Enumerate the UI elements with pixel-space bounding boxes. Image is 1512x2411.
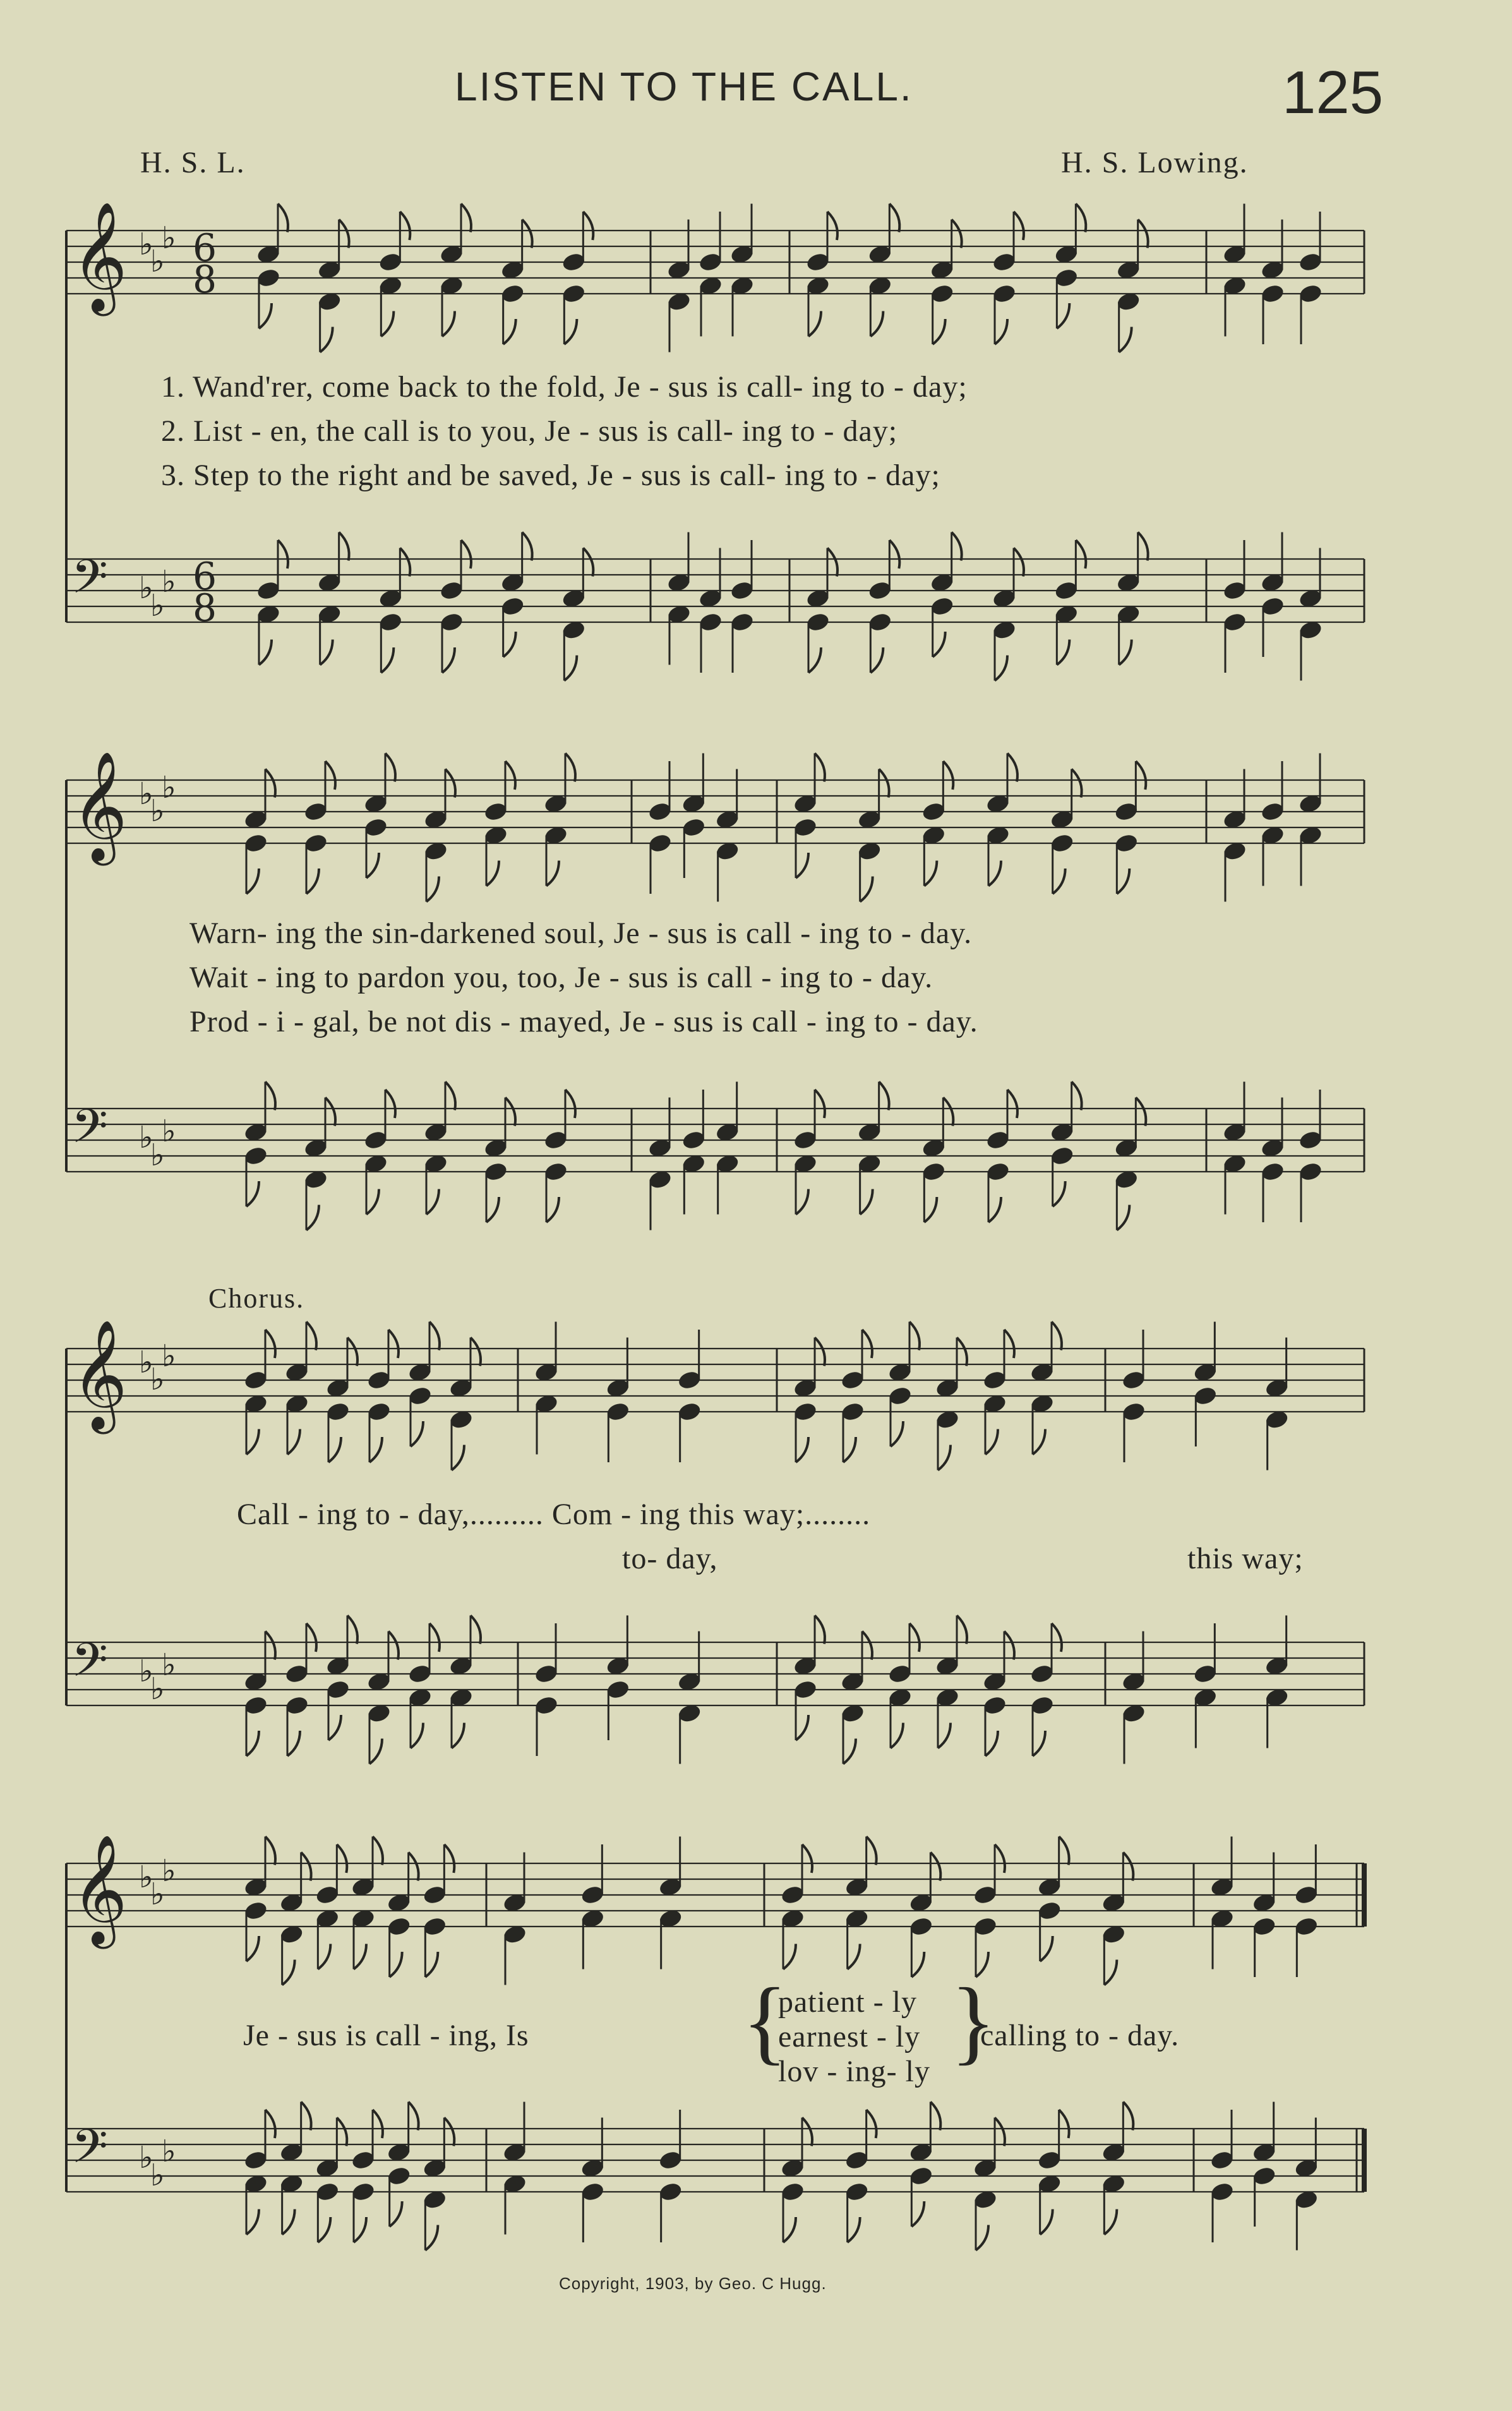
flat-icon: ♭ — [150, 244, 165, 279]
left-brace: { — [742, 1969, 788, 2074]
verse-1-line-b: Warn- ing the sin-darkened soul, Je - sus is call - ing to - day. — [189, 917, 973, 950]
flat-icon: ♭ — [162, 1114, 176, 1149]
flat-icon: ♭ — [139, 1345, 153, 1380]
verse-3-line-b: Prod - i - gal, be not dis - mayed, Je - sus is call - ing to - day. — [189, 1005, 978, 1038]
flat-icon: ♭ — [139, 1860, 153, 1895]
chorus-option-3: lov - ing- ly — [778, 2055, 930, 2088]
right-brace: } — [951, 1969, 996, 2074]
treble-clef-icon: 𝄞 — [71, 201, 128, 311]
flat-icon: ♭ — [150, 1877, 165, 1912]
copyright-notice: Copyright, 1903, by Geo. C Hugg. — [559, 2274, 827, 2293]
flat-icon: ♭ — [162, 1647, 176, 1683]
chorus-echo-a: to- day, — [622, 1542, 718, 1575]
flat-icon: ♭ — [139, 776, 153, 812]
flat-icon: ♭ — [162, 1338, 176, 1374]
flat-icon: ♭ — [162, 2134, 176, 2169]
bass-clef-icon: 𝄢 — [71, 1099, 108, 1165]
flat-icon: ♭ — [162, 770, 176, 805]
flat-icon: ♭ — [139, 2140, 153, 2175]
verse-1-line-a: 1. Wand'rer, come back to the fold, Je - sus is call- ing to - day; — [161, 370, 968, 404]
bass-clef-icon: 𝄢 — [71, 550, 108, 616]
treble-clef-icon: 𝄞 — [71, 1320, 128, 1429]
svg-text:6: 6 — [193, 226, 217, 270]
chorus-line-1: Call - ing to - day,......... Com - ing this way;........ — [237, 1498, 871, 1531]
chorus-line-2-end: calling to - day. — [980, 2019, 1180, 2052]
svg-text:6: 6 — [193, 555, 217, 599]
flat-icon: ♭ — [150, 588, 165, 623]
flat-icon: ♭ — [162, 564, 176, 599]
flat-icon: ♭ — [150, 793, 165, 829]
flat-icon: ♭ — [150, 2158, 165, 2193]
bass-clef-icon: 𝄢 — [71, 1633, 108, 1699]
flat-icon: ♭ — [139, 1120, 153, 1155]
treble-clef-icon: 𝄞 — [71, 751, 128, 861]
chorus-echo-b: this way; — [1187, 1542, 1304, 1575]
page-number: 125 — [1282, 59, 1384, 126]
verse-2-line-b: Wait - ing to pardon you, too, Je - sus is call - ing to - day. — [189, 961, 933, 994]
verse-2-line-a: 2. List - en, the call is to you, Je - sus is call- ing to - day; — [161, 414, 898, 448]
flat-icon: ♭ — [150, 1671, 165, 1707]
flat-icon: ♭ — [150, 1138, 165, 1173]
svg-text:8: 8 — [193, 258, 217, 302]
composer-credit: H. S. Lowing. — [1061, 146, 1249, 179]
chorus-heading: Chorus. — [208, 1283, 305, 1314]
verse-3-line-a: 3. Step to the right and be saved, Je - sus is call- ing to - day; — [161, 459, 940, 492]
bass-clef-icon: 𝄢 — [71, 2119, 108, 2186]
hymn-title: LISTEN TO THE CALL. — [455, 64, 913, 109]
treble-clef-icon: 𝄞 — [71, 1834, 128, 1944]
flat-icon: ♭ — [139, 227, 153, 262]
flat-icon: ♭ — [162, 1853, 176, 1889]
chorus-line-2: Je - sus is call - ing, Is — [243, 2019, 529, 2052]
svg-text:8: 8 — [193, 586, 217, 630]
lyricist-credit: H. S. L. — [140, 146, 246, 179]
chorus-option-2: earnest - ly — [778, 2020, 921, 2053]
flat-icon: ♭ — [162, 220, 176, 256]
chorus-option-1: patient - ly — [778, 1985, 917, 2019]
flat-icon: ♭ — [139, 1654, 153, 1689]
flat-icon: ♭ — [150, 1362, 165, 1397]
flat-icon: ♭ — [139, 570, 153, 606]
